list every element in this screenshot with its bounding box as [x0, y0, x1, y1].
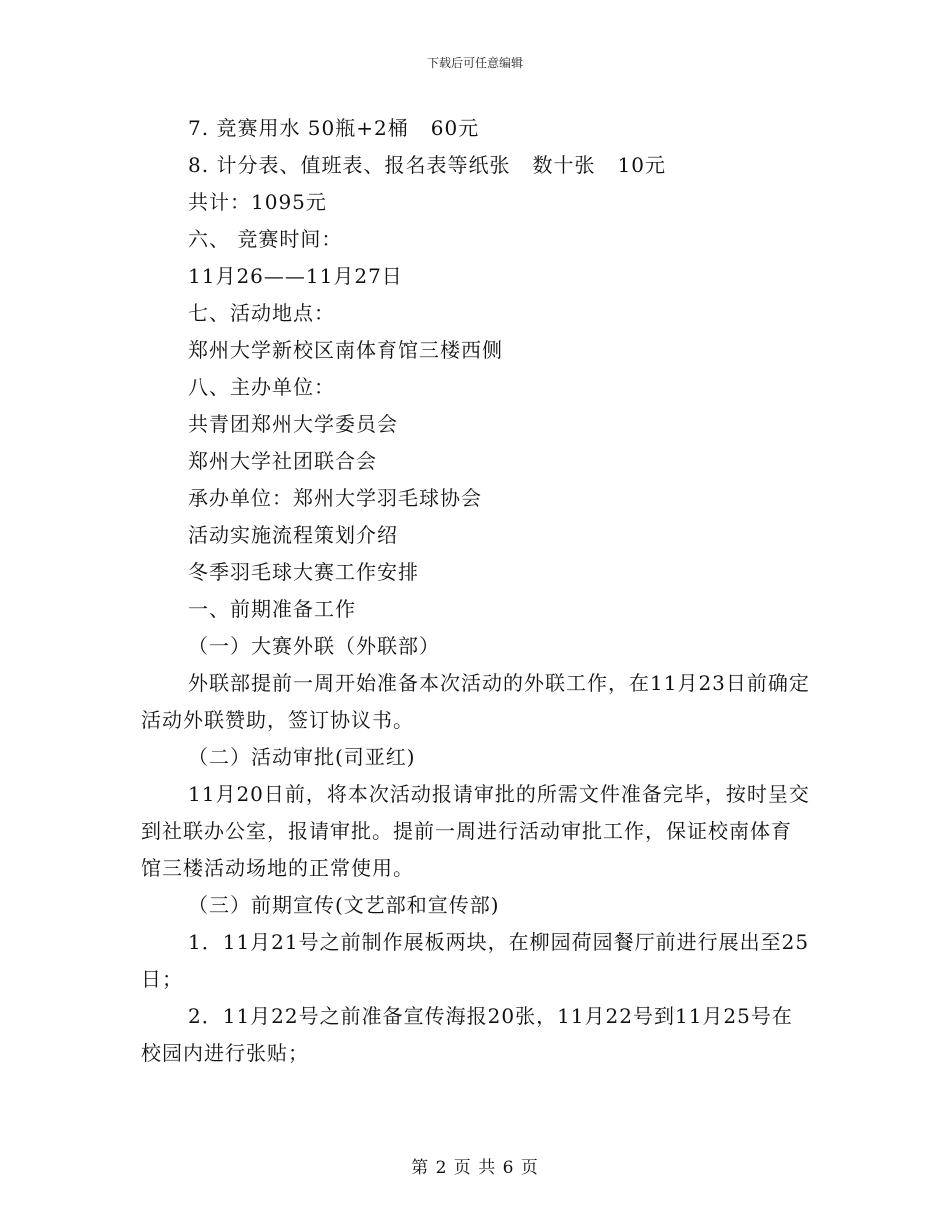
item-paper: 8. 计分表、值班表、报名表等纸张 数十张 10元: [188, 153, 667, 177]
location-text: 郑州大学新校区南体育馆三楼西侧: [188, 338, 503, 362]
work-arrangement-heading: 冬季羽毛球大赛工作安排: [188, 560, 419, 584]
subsection-approval: （二）活动审批(司亚红): [188, 745, 416, 769]
section-organizer-heading: 八、主办单位：: [188, 375, 335, 399]
document-body: [141, 110, 821, 1072]
total-cost: 共计：1095元: [188, 190, 327, 214]
page-header-note: 下载后可任意编辑: [426, 56, 523, 70]
organizer-2: 郑州大学社团联合会: [188, 449, 377, 473]
co-organizer: 承办单位：郑州大学羽毛球协会: [188, 486, 482, 510]
competition-dates: 11月26——11月27日: [188, 264, 403, 288]
section-time-heading: 六、 竞赛时间：: [188, 227, 343, 251]
page-number-footer: 第 2 页 共 6 页: [411, 1158, 539, 1178]
subsection-publicity: （三）前期宣传(文艺部和宣传部): [188, 893, 500, 917]
section-location-heading: 七、活动地点：: [188, 301, 335, 325]
process-intro-heading: 活动实施流程策划介绍: [188, 523, 398, 547]
organizer-1: 共青团郑州大学委员会: [188, 412, 398, 436]
prep-work-heading: 一、前期准备工作: [188, 597, 356, 621]
subsection-outreach: （一）大赛外联（外联部）: [188, 634, 440, 658]
outreach-paragraph: 外联部提前一周开始准备本次活动的外联工作，在11月23日前确定活动外联赞助，签订协议书。: [141, 671, 810, 732]
approval-paragraph: 11月20日前，将本次活动报请审批的所需文件准备完毕，按时呈交到社联办公室，报请审批。提前一周进行活动审批工作，保证校南体育馆三楼活动场地的正常使用。: [141, 782, 810, 880]
publicity-item-2: 2．11月22号之前准备宣传海报20张，11月22号到11月25号在校园内进行张贴；: [141, 1004, 793, 1065]
publicity-item-1: 1．11月21号之前制作展板两块，在柳园荷园餐厅前进行展出至25日；: [141, 930, 810, 991]
item-water: 7. 竞赛用水 50瓶+2桶 60元: [188, 116, 480, 140]
